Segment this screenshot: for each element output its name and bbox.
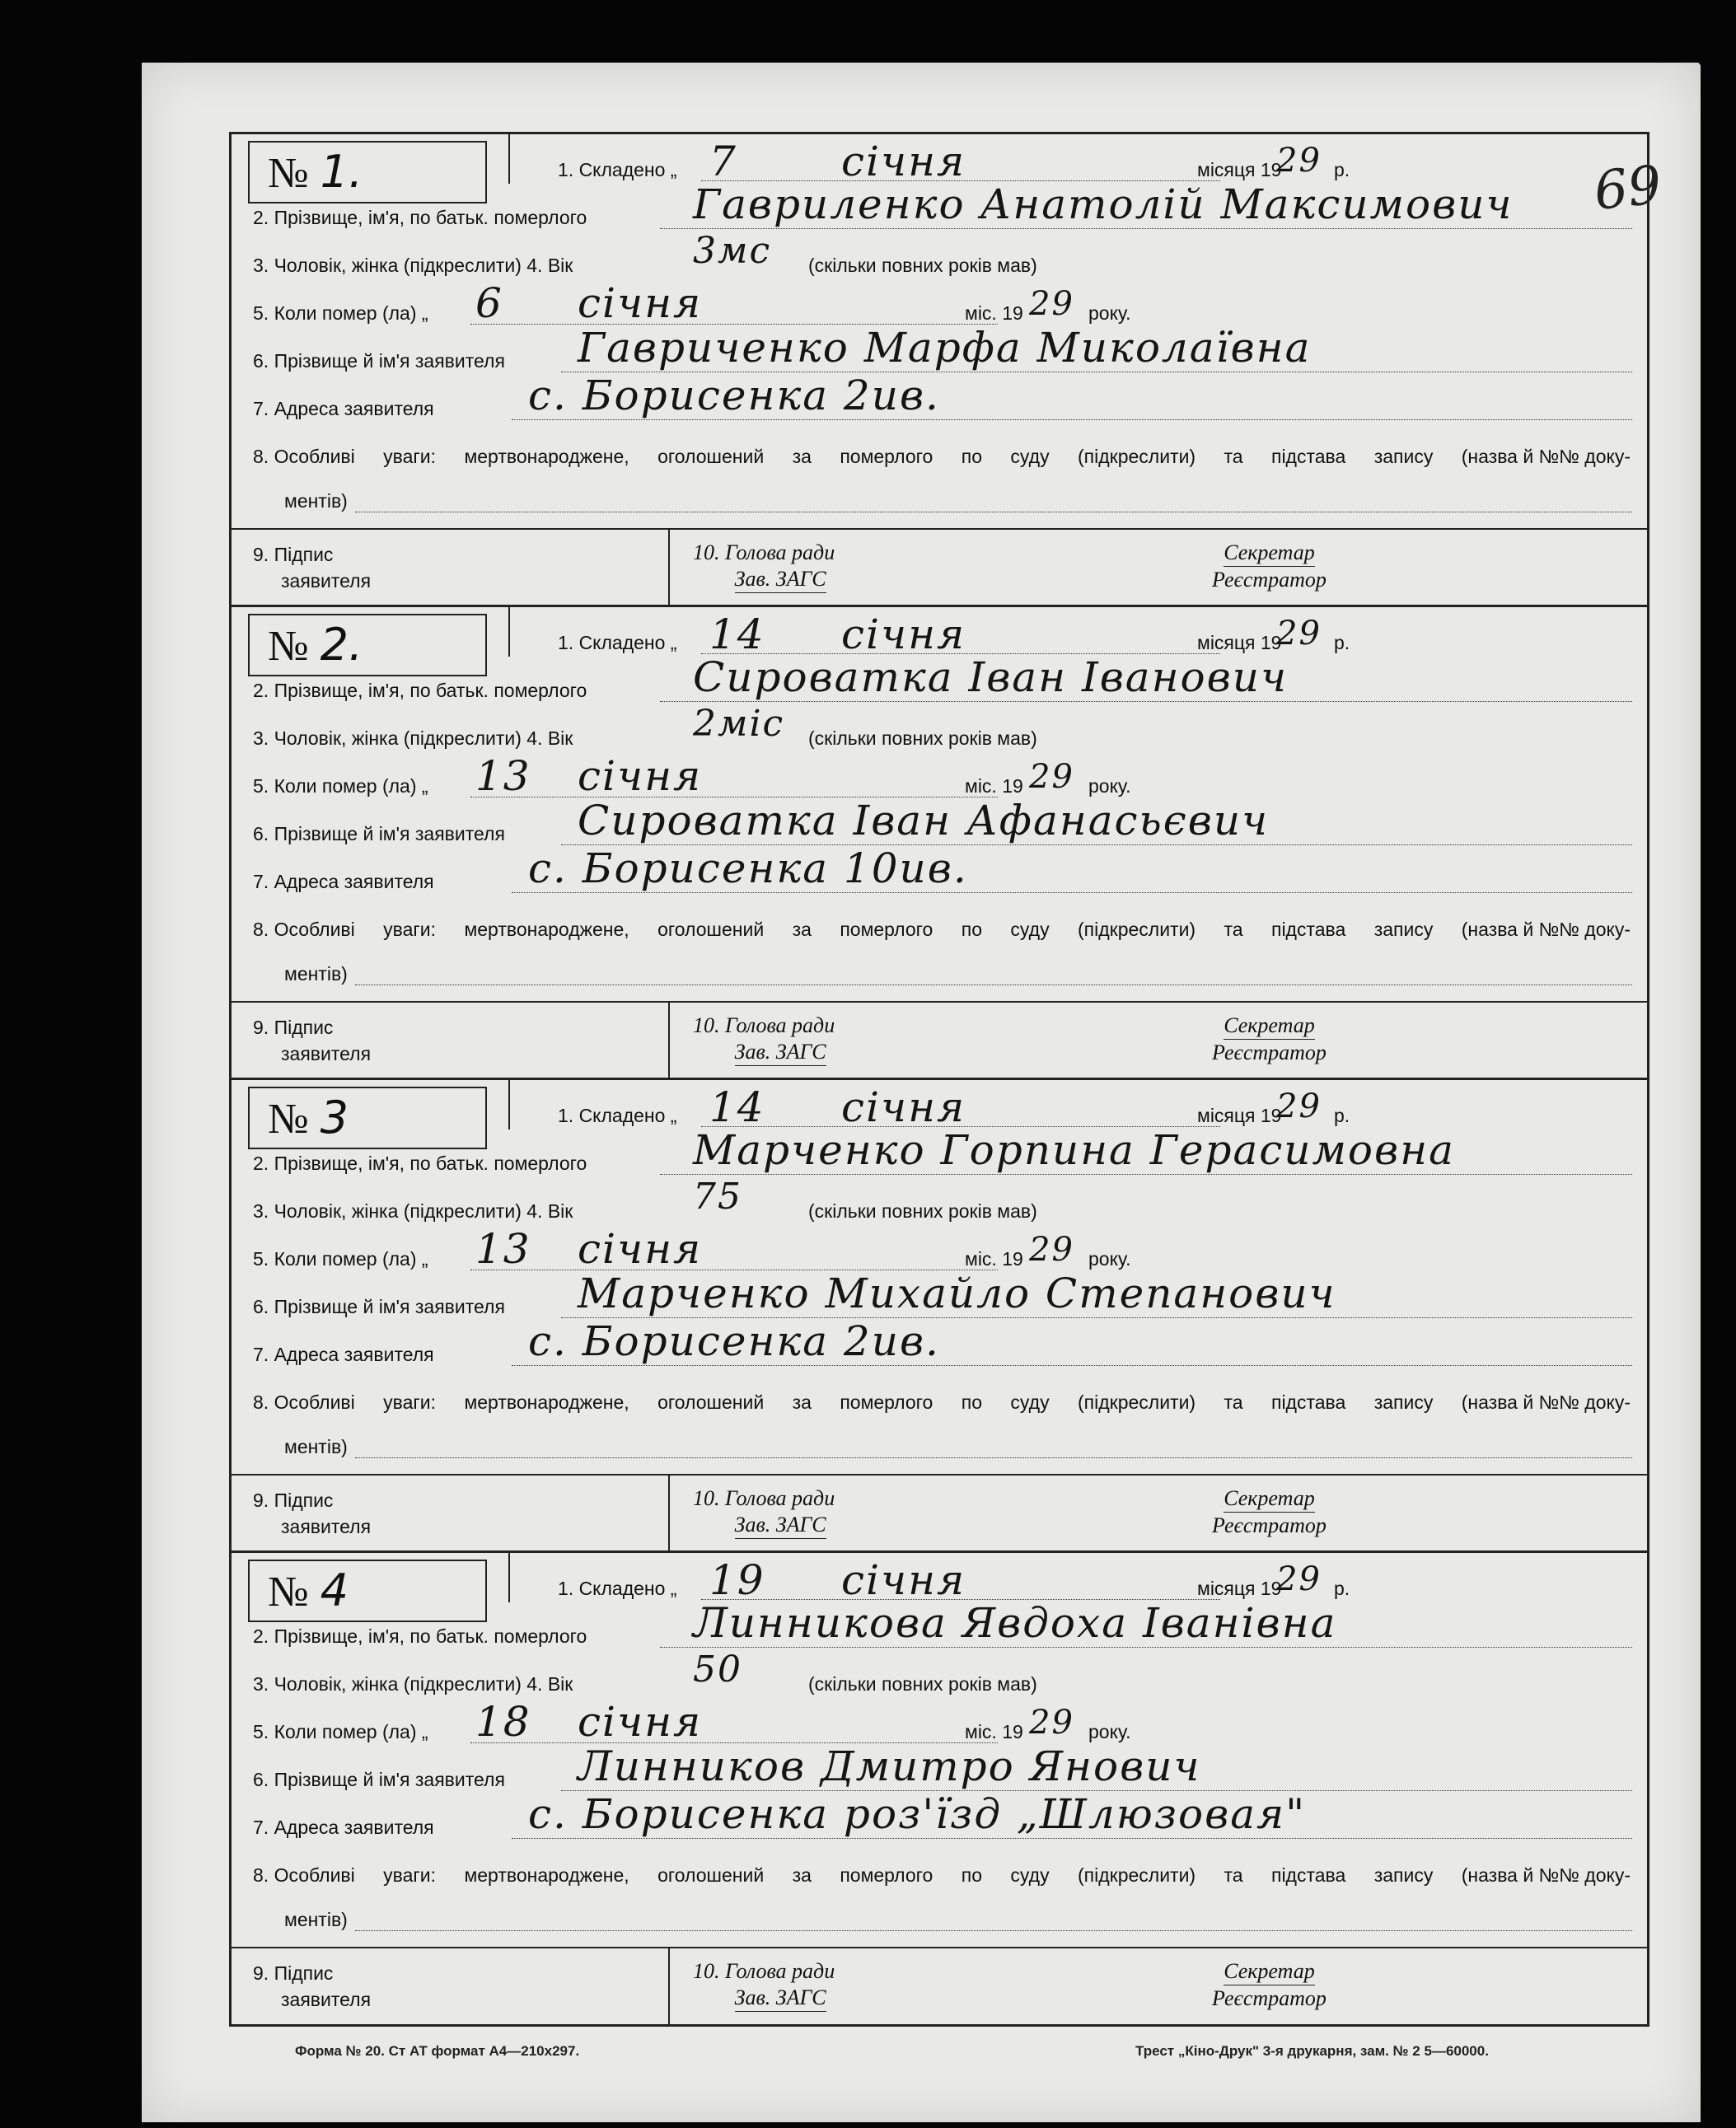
applicant-label: 6. Прізвище й ім'я заявителя bbox=[253, 823, 505, 844]
applicant-name: Гавриченко Марфа Миколаївна bbox=[578, 324, 1312, 372]
month-label: місяця 19 bbox=[1197, 1105, 1282, 1126]
address-line bbox=[512, 892, 1632, 893]
record-number-symbol: № bbox=[268, 150, 309, 197]
year-suffix: р. bbox=[1334, 632, 1350, 653]
month-label: місяця 19 bbox=[1197, 632, 1282, 653]
notes-word: 8. Особливі bbox=[253, 446, 355, 467]
notes-word: запису bbox=[1373, 446, 1434, 467]
notes-word: та bbox=[1224, 446, 1243, 467]
notes-word: мертвонароджене, bbox=[464, 919, 629, 940]
notes-word: за bbox=[792, 446, 812, 467]
death-day: 18 bbox=[475, 1698, 531, 1746]
compiled-day: 14 bbox=[709, 1083, 765, 1131]
age-value: 75 bbox=[693, 1176, 742, 1218]
roku-label: року. bbox=[1088, 1248, 1131, 1270]
death-month: січня bbox=[578, 279, 703, 327]
page-number: 69 bbox=[1591, 154, 1665, 223]
applicant-name: Сироватка Іван Афанасьєвич bbox=[578, 797, 1270, 844]
head-signature bbox=[693, 1485, 835, 1539]
notes-docs-label: ментів) bbox=[284, 963, 348, 984]
head-signature bbox=[693, 1958, 835, 2012]
record-number-box bbox=[248, 141, 487, 203]
compiled-month: січня bbox=[841, 1556, 966, 1604]
notes-word: суду bbox=[1010, 919, 1050, 940]
applicant-name: Марченко Михайло Степанович bbox=[578, 1270, 1336, 1317]
sex-age-label: 3. Чоловік, жінка (підкреслити) 4. Вік bbox=[253, 1673, 573, 1695]
footer-left: Форма № 20. Ст АТ формат А4—210х297. bbox=[295, 2043, 580, 2059]
notes-word: мертвонароджене, bbox=[464, 1391, 629, 1413]
sex-age-label: 3. Чоловік, жінка (підкреслити) 4. Вік bbox=[253, 1200, 573, 1222]
signature-divider bbox=[668, 530, 670, 606]
signature-label-line2: заявителя bbox=[281, 1989, 372, 2010]
signature-divider bbox=[668, 1948, 670, 2024]
death-record-entry bbox=[232, 1553, 1647, 2026]
head-label: 10. Голова ради bbox=[693, 1486, 835, 1510]
zags-label: Зав. ЗАГС bbox=[735, 1512, 826, 1539]
signature-label-line1: 9. Підпис bbox=[253, 1017, 334, 1038]
notes-word: підстава bbox=[1270, 1391, 1346, 1413]
secretary-label: Секретар bbox=[1224, 1958, 1315, 1985]
head-label: 10. Голова ради bbox=[693, 1959, 835, 1983]
death-date-label: 5. Коли помер (ла) „ bbox=[253, 775, 428, 797]
compiled-month: січня bbox=[841, 138, 966, 185]
compiled-day: 7 bbox=[709, 138, 737, 185]
address-line bbox=[512, 1838, 1632, 1839]
mis-label: міс. 19 bbox=[965, 1248, 1023, 1270]
deceased-name-line bbox=[660, 701, 1632, 702]
notes-row bbox=[253, 1391, 1631, 1414]
deceased-name-line bbox=[660, 228, 1632, 229]
record-number-box bbox=[248, 614, 487, 676]
death-record-entry bbox=[232, 607, 1647, 1080]
header-divider bbox=[508, 607, 510, 657]
registrar-label: Реєстратор bbox=[1212, 1041, 1327, 1064]
deceased-name: Сироватка Іван Іванович bbox=[693, 653, 1289, 701]
deceased-name-label: 2. Прізвище, ім'я, по батьк. померлого bbox=[253, 1153, 587, 1174]
death-month: січня bbox=[578, 752, 703, 800]
death-year: 29 bbox=[1029, 285, 1074, 323]
notes-word: запису bbox=[1373, 1864, 1434, 1886]
record-number-box bbox=[248, 1087, 487, 1149]
compiled-label: 1. Складено „ bbox=[558, 1105, 677, 1126]
zags-label: Зав. ЗАГС bbox=[735, 1985, 826, 2012]
age-suffix: (скільки повних років мав) bbox=[808, 727, 1037, 749]
notes-word: (підкреслити) bbox=[1077, 1864, 1196, 1886]
notes-word: померлого bbox=[840, 1864, 934, 1886]
signature-divider bbox=[668, 1003, 670, 1078]
notes-word: за bbox=[792, 1391, 812, 1413]
secretary-label: Секретар bbox=[1224, 1485, 1315, 1513]
compiled-month: січня bbox=[841, 610, 966, 658]
age-suffix: (скільки повних років мав) bbox=[808, 255, 1037, 276]
compiled-year: 29 bbox=[1276, 1560, 1322, 1598]
deceased-name-label: 2. Прізвище, ім'я, по батьк. померлого bbox=[253, 1625, 587, 1647]
death-year: 29 bbox=[1029, 758, 1074, 796]
notes-word: суду bbox=[1010, 1864, 1050, 1886]
notes-word: (підкреслити) bbox=[1077, 919, 1196, 940]
signature-label-line2: заявителя bbox=[281, 570, 372, 592]
signature-label bbox=[253, 1014, 371, 1067]
record-number: 4 bbox=[320, 1564, 349, 1616]
mis-label: міс. 19 bbox=[965, 302, 1023, 324]
signature-label bbox=[253, 1960, 371, 2013]
signature-area bbox=[232, 1947, 1647, 2024]
applicant-address: с. Борисенка 2ив. bbox=[528, 1317, 940, 1365]
age-value: 50 bbox=[693, 1649, 742, 1691]
sex-age-label: 3. Чоловік, жінка (підкреслити) 4. Вік bbox=[253, 255, 573, 276]
roku-label: року. bbox=[1088, 302, 1131, 324]
record-number-symbol: № bbox=[268, 1569, 309, 1616]
address-label: 7. Адреса заявителя bbox=[253, 398, 434, 419]
notes-docs-line bbox=[355, 1930, 1632, 1931]
notes-word: мертвонароджене, bbox=[464, 1864, 629, 1886]
age-suffix: (скільки повних років мав) bbox=[808, 1673, 1037, 1695]
notes-word: (підкреслити) bbox=[1077, 446, 1196, 467]
header-divider bbox=[508, 1553, 510, 1602]
age-suffix: (скільки повних років мав) bbox=[808, 1200, 1037, 1222]
record-number-box bbox=[248, 1560, 487, 1622]
year-suffix: р. bbox=[1334, 1105, 1350, 1126]
compiled-month: січня bbox=[841, 1083, 966, 1131]
signature-divider bbox=[668, 1476, 670, 1551]
notes-word: підстава bbox=[1270, 919, 1346, 940]
record-number: 3 bbox=[320, 1092, 349, 1144]
death-date-label: 5. Коли помер (ла) „ bbox=[253, 302, 428, 324]
registrar-label: Реєстратор bbox=[1212, 1986, 1327, 2010]
notes-word: запису bbox=[1373, 1391, 1434, 1413]
notes-word: суду bbox=[1010, 1391, 1050, 1413]
applicant-label: 6. Прізвище й ім'я заявителя bbox=[253, 1296, 505, 1317]
record-number-symbol: № bbox=[268, 623, 309, 670]
notes-word: суду bbox=[1010, 446, 1050, 467]
death-month: січня bbox=[578, 1225, 703, 1273]
notes-word: оголошений bbox=[657, 1391, 765, 1413]
notes-word: по bbox=[961, 1391, 982, 1413]
secretary-signature bbox=[1212, 540, 1327, 593]
death-record-entry bbox=[232, 134, 1647, 607]
notes-word: 8. Особливі bbox=[253, 1391, 355, 1413]
death-date-label: 5. Коли помер (ла) „ bbox=[253, 1721, 428, 1742]
notes-word: 8. Особливі bbox=[253, 919, 355, 940]
compiled-label: 1. Складено „ bbox=[558, 632, 677, 653]
signature-area bbox=[232, 1001, 1647, 1078]
signature-label-line1: 9. Підпис bbox=[253, 1962, 334, 1984]
roku-label: року. bbox=[1088, 775, 1131, 797]
notes-word: оголошений bbox=[657, 919, 765, 940]
signature-label bbox=[253, 541, 371, 594]
age-value: 3мс bbox=[693, 230, 772, 272]
signature-label-line2: заявителя bbox=[281, 1516, 372, 1537]
notes-word: (підкреслити) bbox=[1077, 1391, 1196, 1413]
compiled-label: 1. Складено „ bbox=[558, 1578, 677, 1599]
sex-age-label: 3. Чоловік, жінка (підкреслити) 4. Вік bbox=[253, 727, 573, 749]
deceased-name-line bbox=[660, 1174, 1632, 1175]
death-day: 13 bbox=[475, 1225, 531, 1273]
signature-label-line1: 9. Підпис bbox=[253, 1490, 334, 1511]
notes-word: мертвонароджене, bbox=[464, 446, 629, 467]
notes-word: та bbox=[1224, 1864, 1243, 1886]
notes-word: померлого bbox=[840, 919, 934, 940]
notes-word: уваги: bbox=[383, 446, 437, 467]
notes-word: уваги: bbox=[383, 1391, 437, 1413]
page-corner bbox=[1645, 0, 1736, 107]
notes-word: (назва й №№ доку- bbox=[1461, 446, 1631, 467]
notes-row bbox=[253, 446, 1631, 468]
notes-word: (назва й №№ доку- bbox=[1461, 1391, 1631, 1413]
notes-row bbox=[253, 1864, 1631, 1887]
address-label: 7. Адреса заявителя bbox=[253, 1344, 434, 1365]
notes-word: підстава bbox=[1270, 446, 1346, 467]
secretary-signature bbox=[1212, 1958, 1327, 2012]
registrar-label: Реєстратор bbox=[1212, 1513, 1327, 1537]
header-divider bbox=[508, 134, 510, 184]
head-signature bbox=[693, 540, 835, 593]
zags-label: Зав. ЗАГС bbox=[735, 566, 826, 593]
footer-right: Трест „Кіно-Друк" 3-я друкарня, зам. № 2 5—60000. bbox=[1135, 2043, 1489, 2059]
deceased-name-label: 2. Прізвище, ім'я, по батьк. померлого bbox=[253, 207, 587, 228]
secretary-label: Секретар bbox=[1224, 1013, 1315, 1040]
registrar-label: Реєстратор bbox=[1212, 568, 1327, 592]
notes-docs-line bbox=[355, 984, 1632, 985]
notes-word: оголошений bbox=[657, 446, 765, 467]
compiled-year: 29 bbox=[1276, 142, 1322, 180]
deceased-name-label: 2. Прізвище, ім'я, по батьк. померлого bbox=[253, 680, 587, 701]
zags-label: Зав. ЗАГС bbox=[735, 1039, 826, 1066]
deceased-name: Гавриленко Анатолій Максимович bbox=[693, 180, 1514, 228]
notes-word: уваги: bbox=[383, 919, 437, 940]
month-label: місяця 19 bbox=[1197, 159, 1282, 180]
notes-word: та bbox=[1224, 1391, 1243, 1413]
notes-word: підстава bbox=[1270, 1864, 1346, 1886]
secretary-label: Секретар bbox=[1224, 540, 1315, 567]
notes-docs-label: ментів) bbox=[284, 1909, 348, 1930]
death-day: 13 bbox=[475, 752, 531, 800]
compiled-year: 29 bbox=[1276, 1087, 1322, 1125]
age-value: 2міс bbox=[693, 703, 785, 745]
address-label: 7. Адреса заявителя bbox=[253, 1817, 434, 1838]
notes-word: по bbox=[961, 1864, 982, 1886]
compiled-year: 29 bbox=[1276, 615, 1322, 652]
deceased-name: Линникова Явдоха Іванівна bbox=[693, 1599, 1337, 1647]
head-label: 10. Голова ради bbox=[693, 1013, 835, 1037]
applicant-address: с. Борисенка роз'їзд „Шлюзовая" bbox=[528, 1790, 1307, 1838]
signature-area bbox=[232, 1474, 1647, 1551]
death-date-label: 5. Коли помер (ла) „ bbox=[253, 1248, 428, 1270]
notes-word: уваги: bbox=[383, 1864, 437, 1886]
notes-word: за bbox=[792, 919, 812, 940]
death-record-entry bbox=[232, 1080, 1647, 1553]
death-year: 29 bbox=[1029, 1231, 1074, 1269]
register-frame bbox=[229, 132, 1649, 2027]
death-day: 6 bbox=[475, 279, 503, 327]
signature-label bbox=[253, 1487, 371, 1540]
address-label: 7. Адреса заявителя bbox=[253, 871, 434, 892]
compiled-day: 14 bbox=[709, 610, 765, 658]
notes-word: запису bbox=[1373, 919, 1434, 940]
notes-word: за bbox=[792, 1864, 812, 1886]
secretary-signature bbox=[1212, 1485, 1327, 1539]
notes-word: померлого bbox=[840, 446, 934, 467]
address-line bbox=[512, 1365, 1632, 1366]
applicant-name: Линников Дмитро Янович bbox=[578, 1742, 1201, 1790]
death-month: січня bbox=[578, 1698, 703, 1746]
applicant-label: 6. Прізвище й ім'я заявителя bbox=[253, 1769, 505, 1790]
notes-docs-label: ментів) bbox=[284, 1436, 348, 1457]
notes-word: (назва й №№ доку- bbox=[1461, 1864, 1631, 1886]
applicant-label: 6. Прізвище й ім'я заявителя bbox=[253, 350, 505, 372]
deceased-name-line bbox=[660, 1647, 1632, 1648]
address-line bbox=[512, 419, 1632, 420]
compiled-label: 1. Складено „ bbox=[558, 159, 677, 180]
signature-label-line1: 9. Підпис bbox=[253, 544, 334, 565]
notes-word: по bbox=[961, 919, 982, 940]
month-label: місяця 19 bbox=[1197, 1578, 1282, 1599]
applicant-address: с. Борисенка 2ив. bbox=[528, 372, 940, 419]
mis-label: міс. 19 bbox=[965, 1721, 1023, 1742]
mis-label: міс. 19 bbox=[965, 775, 1023, 797]
secretary-signature bbox=[1212, 1013, 1327, 1066]
head-signature bbox=[693, 1013, 835, 1066]
signature-label-line2: заявителя bbox=[281, 1043, 372, 1064]
record-number-symbol: № bbox=[268, 1096, 309, 1143]
record-number: 2. bbox=[320, 619, 363, 671]
notes-word: померлого bbox=[840, 1391, 934, 1413]
notes-row bbox=[253, 919, 1631, 941]
year-suffix: р. bbox=[1334, 159, 1350, 180]
notes-word: та bbox=[1224, 919, 1243, 940]
year-suffix: р. bbox=[1334, 1578, 1350, 1599]
notes-docs-line bbox=[355, 1457, 1632, 1458]
header-divider bbox=[508, 1080, 510, 1129]
record-number: 1. bbox=[320, 146, 363, 198]
death-year: 29 bbox=[1029, 1704, 1074, 1742]
notes-word: (назва й №№ доку- bbox=[1461, 919, 1631, 940]
roku-label: року. bbox=[1088, 1721, 1131, 1742]
notes-word: оголошений bbox=[657, 1864, 765, 1886]
notes-word: 8. Особливі bbox=[253, 1864, 355, 1886]
signature-area bbox=[232, 528, 1647, 606]
deceased-name: Марченко Горпина Герасимовна bbox=[693, 1126, 1455, 1174]
applicant-address: с. Борисенка 10ив. bbox=[528, 844, 968, 892]
notes-docs-label: ментів) bbox=[284, 490, 348, 512]
head-label: 10. Голова ради bbox=[693, 540, 835, 564]
compiled-day: 19 bbox=[709, 1556, 765, 1604]
notes-word: по bbox=[961, 446, 982, 467]
